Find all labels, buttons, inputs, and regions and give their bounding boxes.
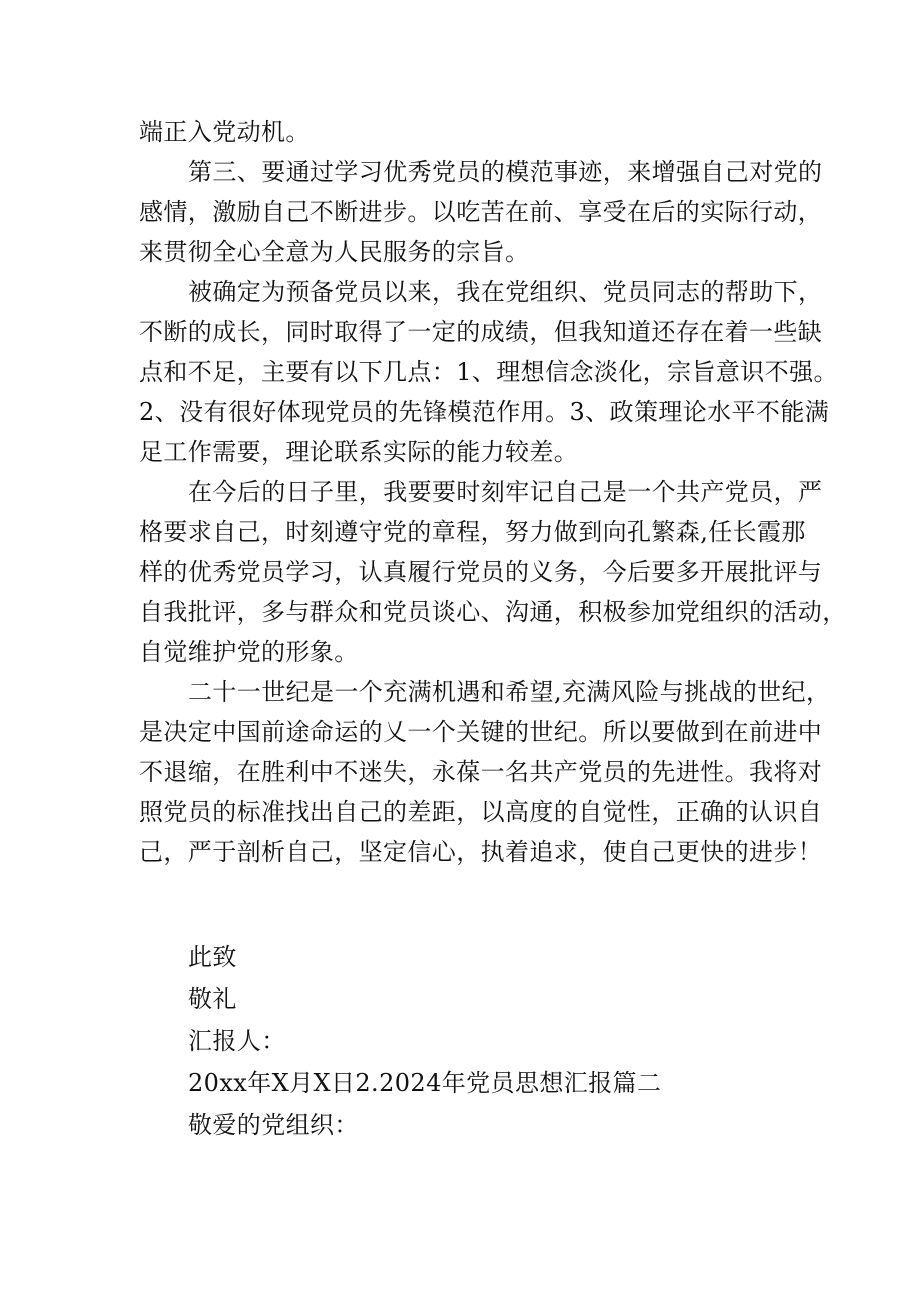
text-line: 样的优秀党员学习，认真履行党员的义务，今后要多开展批评与: [139, 558, 823, 586]
text-line: 点和不足，主要有以下几点：1、理想信念淡化，宗旨意识不强。: [139, 358, 838, 386]
text-line: 己，严于剖析自己，坚定信心，执着追求，使自己更快的进步！: [139, 838, 823, 866]
salutation-line: 敬礼: [188, 985, 237, 1013]
greeting-line: 敬爱的党组织：: [188, 1111, 359, 1139]
text-line: 不退缩，在胜利中不迷失，永葆一名共产党员的先进性。我将对: [139, 758, 823, 786]
paragraph: [139, 472, 847, 672]
text-line: 自我批评，多与群众和党员谈心、沟通，积极参加党组织的活动，: [139, 598, 847, 626]
paragraph: [139, 672, 831, 872]
paragraph: [139, 152, 823, 272]
text-line: 照党员的标准找出自己的差距，以高度的自觉性，正确的认识自: [139, 798, 823, 826]
text-line: 在今后的日子里，我要要时刻牢记自己是一个共产党员，严: [188, 478, 823, 506]
closing-block: [188, 936, 748, 1146]
document-body: [139, 112, 847, 872]
text-line: 足工作需要，理论联系实际的能力较差。: [139, 438, 579, 466]
text-line: 来贯彻全心全意为人民服务的宗旨。: [139, 238, 530, 266]
salutation-line: 此致: [188, 943, 237, 971]
text-line: 二十一世纪是一个充满机遇和希望,充满风险与挑战的世纪，: [188, 678, 831, 706]
paragraph: [139, 112, 791, 152]
text-line: 是决定中国前途命运的乂一个关键的世纪。所以要做到在前进中: [139, 718, 823, 746]
text-line: 第三、要通过学习优秀党员的模范事迹，来增强自己对党的: [188, 158, 823, 186]
reporter-label: 汇报人：: [188, 1027, 286, 1055]
paragraph: [139, 272, 838, 472]
text-line: 自觉维护党的形象。: [139, 638, 359, 666]
date-and-heading-line: 20xx年X月X日2.2024年党员思想汇报篇二: [188, 1069, 662, 1097]
text-line: 格要求自己，时刻遵守党的章程，努力做到向孔繁森,任长霞那: [139, 518, 806, 546]
text-line: 不断的成长，同时取得了一定的成绩，但我知道还存在着一些缺: [139, 318, 823, 346]
text-line: 2、没有很好体现党员的先锋模范作用。3、政策理论水平不能满: [139, 398, 830, 426]
text-line: 感情，激励自己不断进步。以吃苦在前、享受在后的实际行动，: [139, 198, 823, 226]
text-line: 端正入党动机。: [139, 118, 310, 146]
text-line: 被确定为预备党员以来，我在党组织、党员同志的帮助下，: [188, 278, 823, 306]
